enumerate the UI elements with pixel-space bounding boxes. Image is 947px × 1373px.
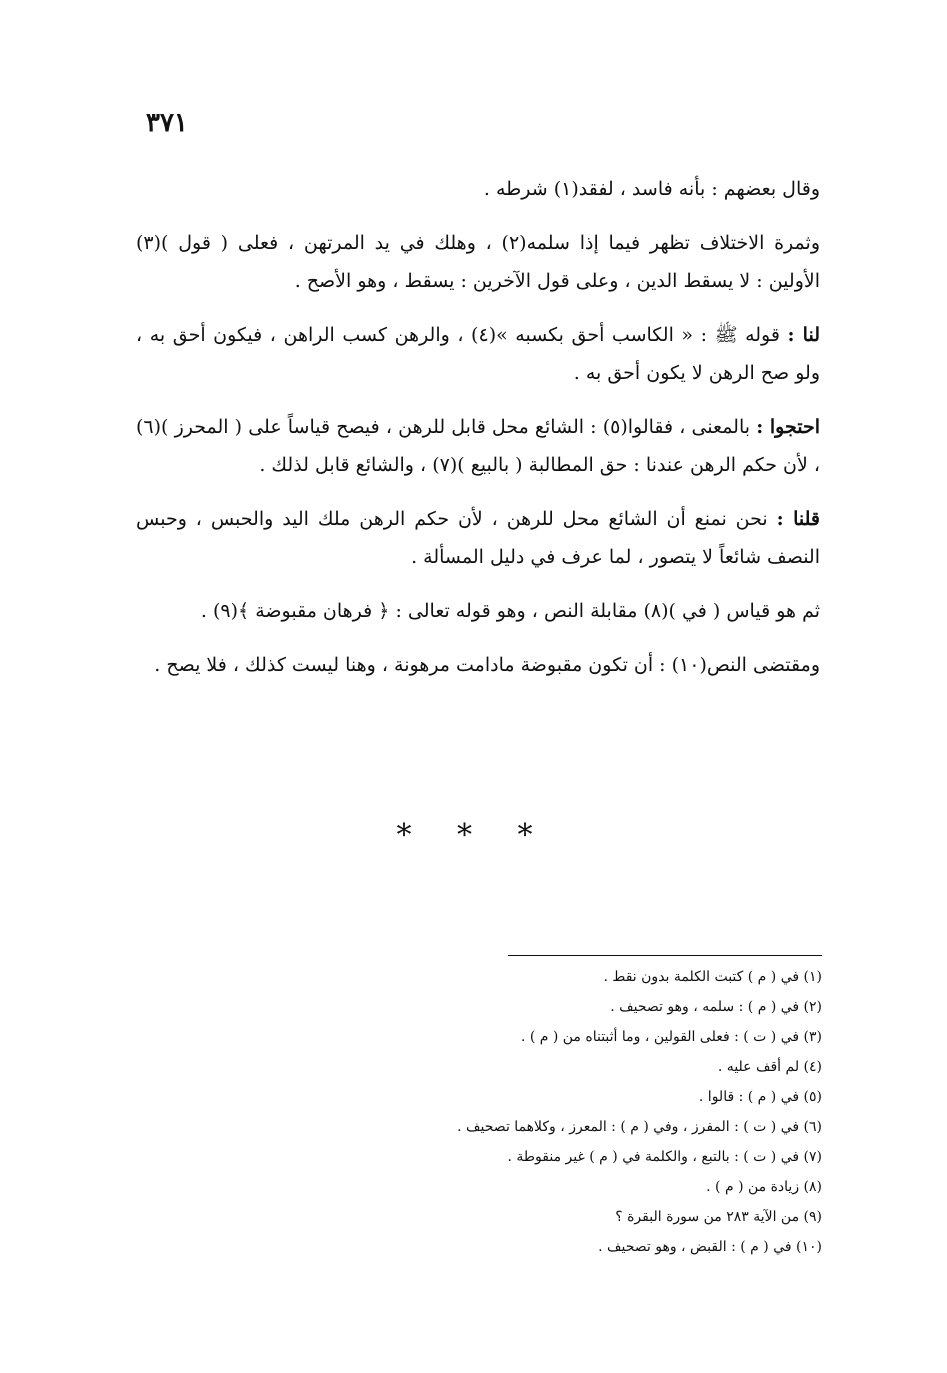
paragraph-text: قوله ﷺ : « الكاسب أحق بكسبه »(٤) ، والرهن كسب الراهن ، فيكون أحق به ، ولو صح الرهن لا يكون أحق به .: [136, 324, 820, 384]
paragraph-text: ومقتضى النص(١٠) : أن تكون مقبوضة مادامت مرهونة ، وهنا ليست كذلك ، فلا يصح .: [154, 654, 820, 676]
footnote: (٤) لم أقف عليه .: [717, 1059, 822, 1075]
footnote: (٢) في ( م ) : سلمه ، وهو تصحيف .: [610, 999, 822, 1015]
paragraph-lead: احتجوا :: [756, 416, 821, 438]
section-separator: * * *: [396, 818, 551, 853]
page-number: ٣٧١: [146, 108, 188, 138]
paragraph: [136, 224, 820, 300]
footnotes: [300, 962, 822, 1262]
paragraph-lead: قلنا :: [776, 508, 820, 530]
footnote: (٨) زيادة من ( م ) .: [706, 1179, 822, 1195]
footnote: (٣) في ( ت ) : فعلى القولين ، وما أثبتناه من ( م ) .: [520, 1029, 822, 1045]
footnote: (٥) في ( م ) : قالوا .: [698, 1089, 822, 1105]
footnote: (٧) في ( ت ) : بالتبع ، والكلمة في ( م ) غير منقوطة .: [507, 1149, 822, 1165]
footnote: (١) في ( م ) كتبت الكلمة بدون نقط .: [603, 969, 822, 985]
paragraph-text: ثم هو قياس ( في )(٨) مقابلة النص ، وهو قوله تعالى : ﴿ فرهان مقبوضة ﴾(٩) .: [200, 600, 820, 622]
paragraph-text: وثمرة الاختلاف تظهر فيما إذا سلمه(٢) ، وهلك في يد المرتهن ، فعلى ( قول )(٣) الأولين : لا يسقط الدين ، وعلى قول الآخرين : يسقط ، وهو الأصح .: [136, 232, 820, 292]
paragraph: [136, 170, 820, 208]
paragraph: [136, 500, 820, 576]
paragraph-lead: لنا :: [787, 324, 820, 346]
paragraph: [136, 316, 820, 392]
footnote: (٩) من الآية ٢٨٣ من سورة البقرة ؟: [615, 1209, 822, 1225]
paragraph-text: نحن نمنع أن الشائع محل للرهن ، لأن حكم الرهن ملك اليد والحبس ، وحبس النصف شائعاً لا يتصور ، لما عرف في دليل المسألة .: [136, 508, 820, 568]
paragraph: [136, 592, 820, 630]
paragraph-text: بالمعنى ، فقالوا(٥) : الشائع محل قابل للرهن ، فيصح قياساً على ( المحرز )(٦) ، لأن حكم الرهن عندنا : حق المطالبة ( بالبيع )(٧) ، والشائع قابل لذلك .: [136, 416, 820, 476]
footnote: (٦) في ( ت ) : المفرز ، وفي ( م ) : المعرز ، وكلاهما تصحيف .: [457, 1119, 822, 1135]
paragraph: [136, 408, 820, 484]
paragraph-text: وقال بعضهم : بأنه فاسد ، لفقد(١) شرطه .: [483, 178, 820, 200]
footnote-divider: [508, 955, 822, 956]
paragraph: [136, 646, 820, 684]
main-text: [136, 170, 820, 700]
footnote: (١٠) في ( م ) : القبض ، وهو تصحيف .: [598, 1239, 822, 1255]
